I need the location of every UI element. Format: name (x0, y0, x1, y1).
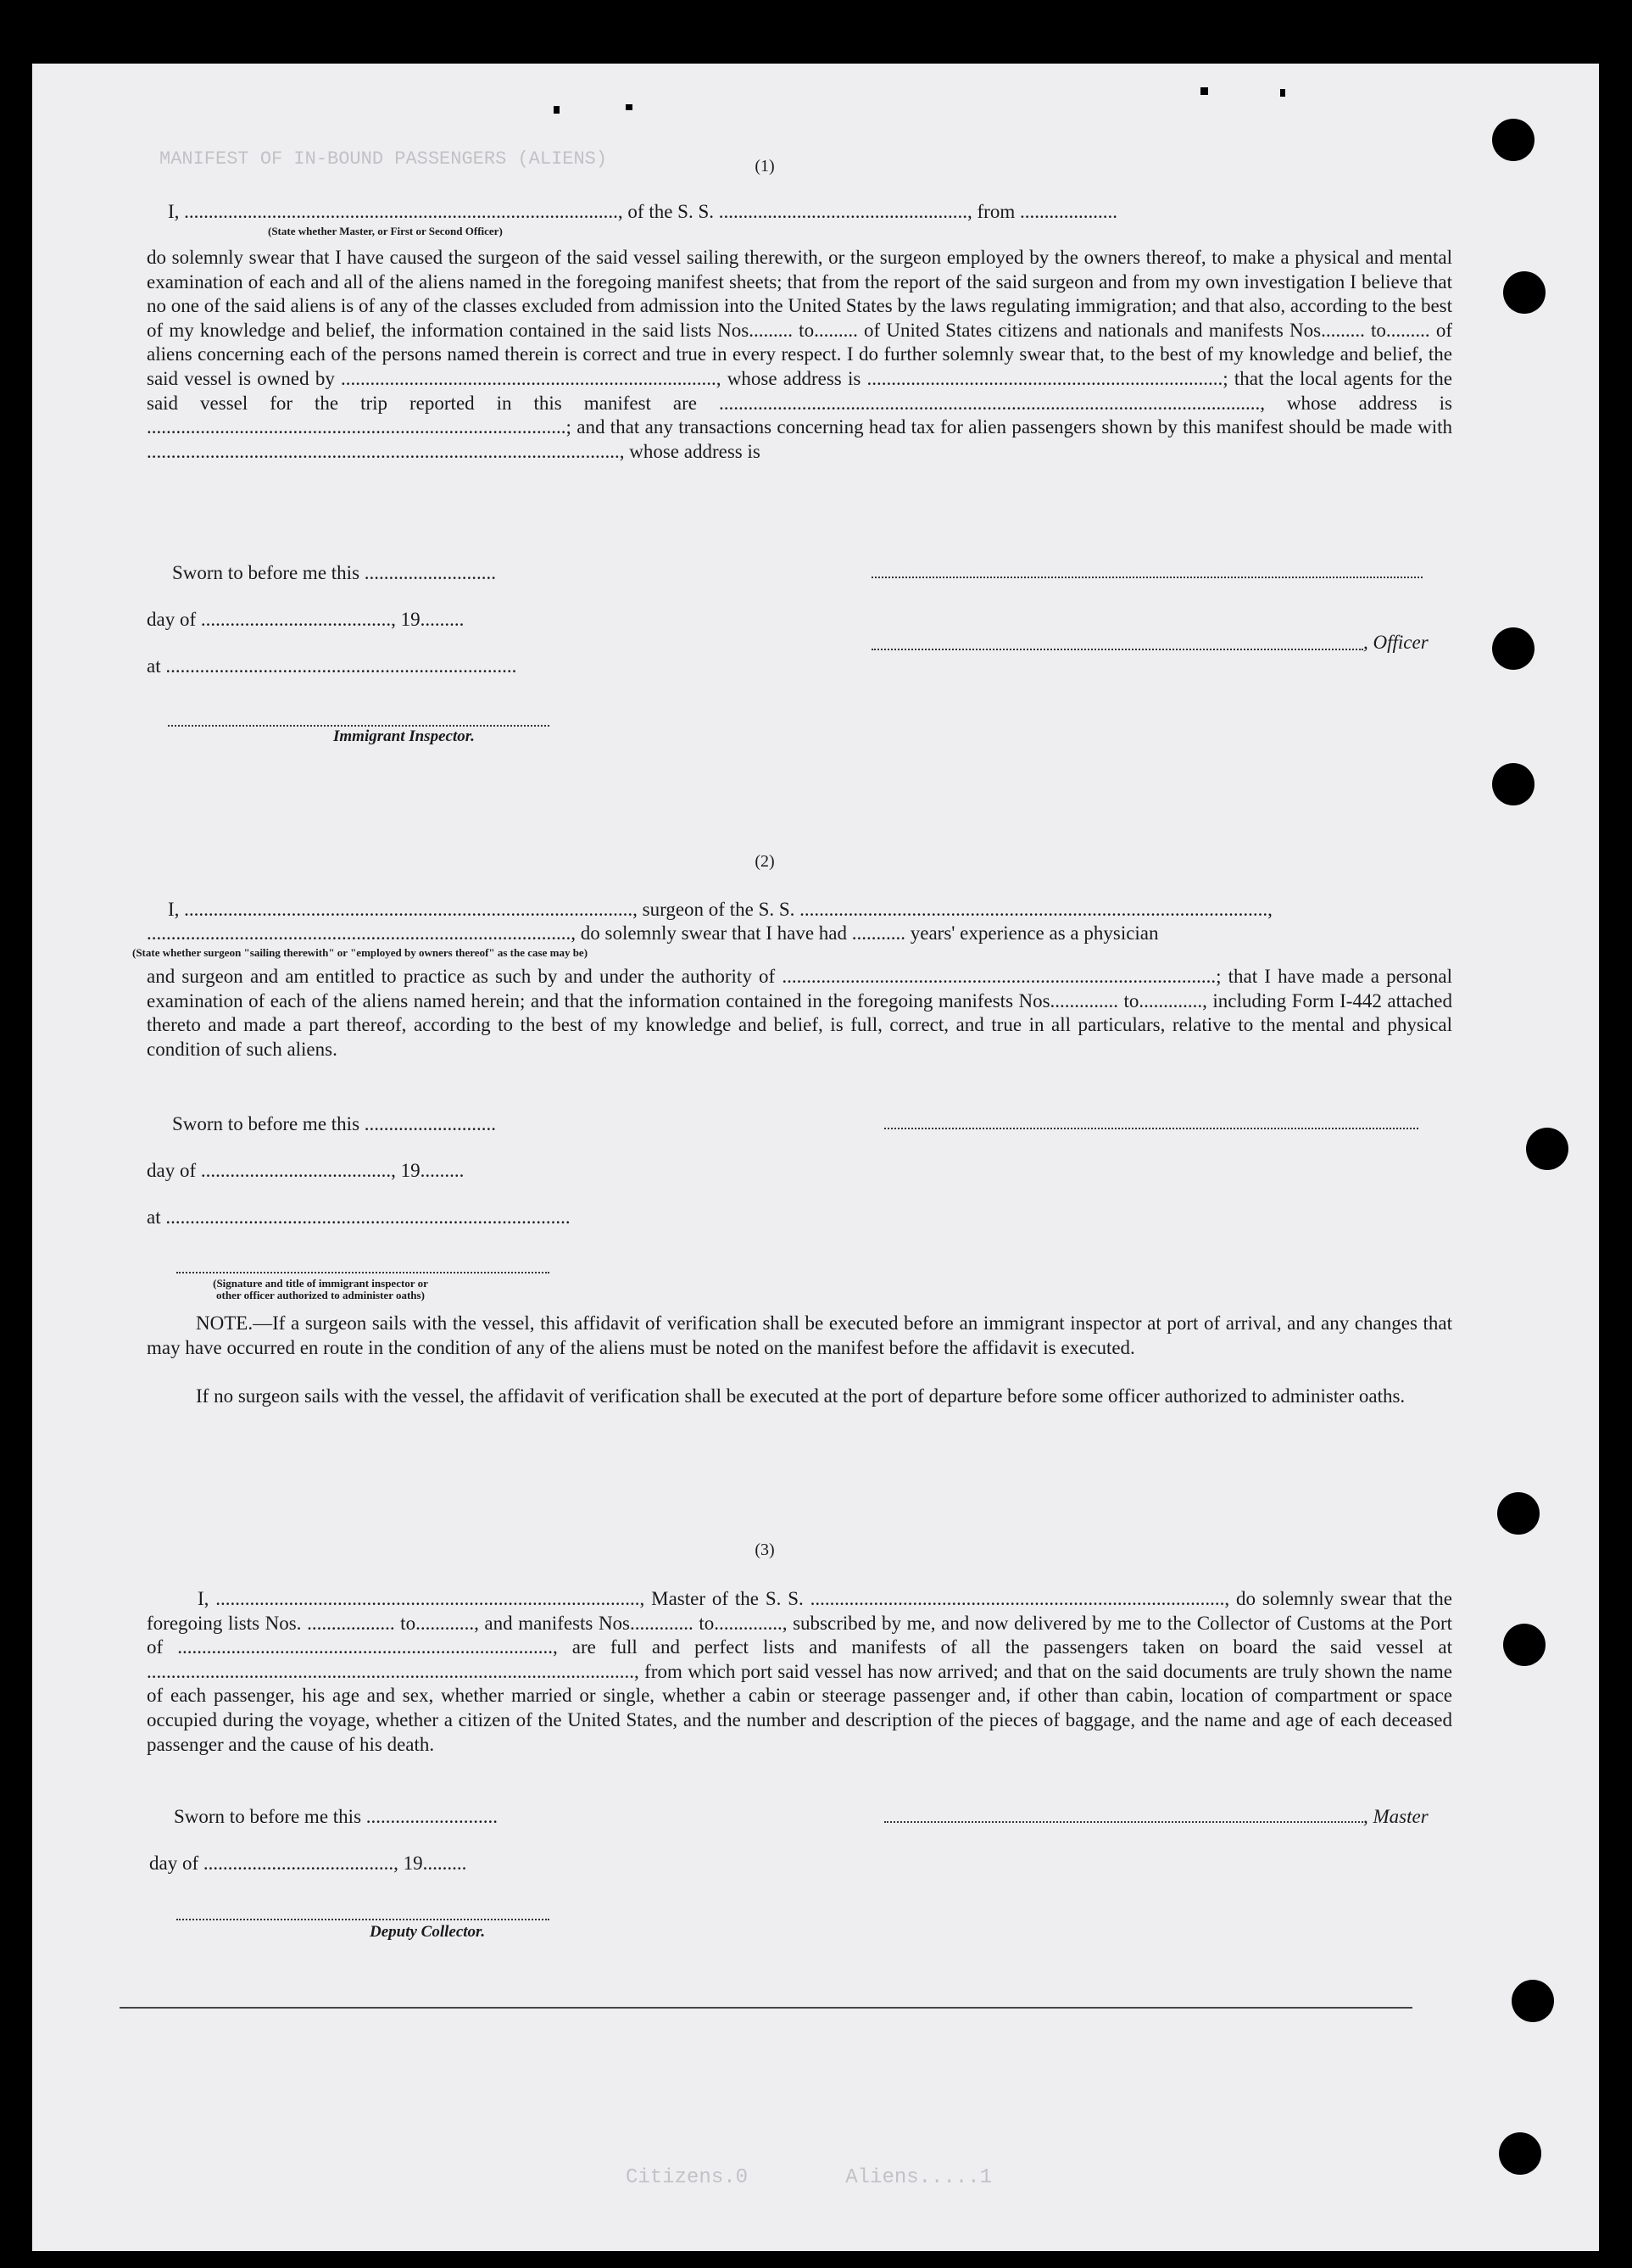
section-2-opening-line: I, ............................................................................................, surgeon of the S. S. ................................................................................................, (168, 899, 1273, 920)
section-2-sworn-line: Sworn to before me this ........................... (172, 1113, 497, 1134)
punch-hole (1499, 2132, 1541, 2175)
section-3-collector-label: Deputy Collector. (370, 1923, 486, 1941)
punch-hole (1492, 763, 1535, 805)
section-2-experience-line: ......................................................................................., do solemnly swear that I have had ........... years' experience as a physician (147, 922, 1159, 944)
section-3-master-label: , Master (1363, 1806, 1429, 1827)
section-1-day-line: day of ......................................., 19......... (147, 609, 465, 630)
speck (626, 104, 632, 110)
section-3-sworn-line: Sworn to before me this ........................... (174, 1806, 499, 1827)
note-text: —If a surgeon sails with the vessel, this affidavit of verification shall be executed before an immigrant inspector at port of arrival, and any changes that may have occurred en route in the condition of any of the aliens must be noted on the manifest before the affidavit is executed. (147, 1312, 1452, 1358)
section-1-officer-note: (State whether Master, or First or Second Officer) (268, 225, 503, 237)
section-2-signature-note (159, 1278, 482, 1301)
signature-note-line-1: (Signature and title of immigrant inspector or (213, 1277, 428, 1290)
section-1-sworn-line: Sworn to before me this ........................... (172, 562, 497, 583)
speck (1200, 87, 1208, 95)
section-1-inspector-label: Immigrant Inspector. (333, 727, 475, 745)
punch-hole (1512, 1980, 1554, 2022)
note-label: NOTE. (196, 1312, 253, 1334)
section-1-at-line: at ........................................................................ (147, 655, 517, 677)
section-3-number: (3) (755, 1541, 775, 1559)
punch-hole (1492, 119, 1535, 161)
section-2-surgeon-note: (State whether surgeon "sailing therewith" or "employed by owners thereof" as the case may be) (132, 946, 588, 959)
manifest-reverse-page (32, 64, 1599, 2251)
section-1-officer-title-line (872, 649, 1363, 650)
section-1-officer-label: , Officer (1363, 632, 1429, 653)
section-2-surgeon-signature-line (884, 1128, 1418, 1129)
signature-note-line-2: other officer authorized to administer oaths) (216, 1289, 425, 1301)
punch-hole (1492, 627, 1535, 670)
punch-hole (1503, 271, 1546, 314)
section-2-note (147, 1312, 1452, 1360)
section-1-inspector-signature-line (168, 725, 549, 727)
section-2-day-line: day of ......................................., 19......... (147, 1160, 465, 1181)
section-1-opening-line: I, ........................................................................................., of the S. S. ..................................................., from .................... (168, 201, 1117, 222)
section-2-inspector-signature-line (176, 1272, 549, 1273)
speck (1280, 89, 1285, 97)
section-2-at-line: at ................................................................................... (147, 1206, 571, 1228)
bottom-rule (120, 2007, 1412, 2009)
punch-hole (1497, 1492, 1540, 1535)
punch-hole (1503, 1624, 1546, 1666)
section-1-number: (1) (755, 157, 775, 176)
section-3-master-signature-line (884, 1821, 1363, 1823)
bleed-through-footer: Citizens.0 Aliens.....1 (626, 2166, 993, 2189)
speck (554, 106, 560, 114)
section-2-number: (2) (755, 852, 775, 871)
section-1-officer-signature-line (872, 577, 1423, 578)
section-2-note-continued: If no surgeon sails with the vessel, the affidavit of verification shall be executed at the port of departure before some officer authorized to administer oaths. (196, 1385, 1406, 1407)
section-3-day-line: day of ......................................., 19......... (149, 1853, 467, 1874)
punch-hole (1526, 1128, 1568, 1170)
section-1-oath-text: do solemnly swear that I have caused the surgeon of the said vessel sailing therewith, or the surgeon employed by the owners thereof, to make a physical and mental examination of each and all of the aliens named in the foregoing manifest sheets; that from the report of the said surgeon and from my own investigation I believe that no one of the said aliens is of any of the classes excluded from admission into the United States by the laws regulating immigration; and that also, according to the best of my knowledge and belief, the information contained in the said lists Nos......... to......... of United States citizens and nationals and manifests Nos......... to......... of aliens concerning each of the persons named therein is correct and true in every respect. I do further solemnly swear that, to the best of my knowledge and belief, the said vessel is owned by ............................................................................., whose address is .........................................................................; that the local agents for the said vessel for the trip reported in this manifest are ..............................................................................................................., whose address is ......................................................................................; and that any transactions concerning head tax for alien passengers shown by this manifest should be made with ................................................................................................., whose address is (147, 247, 1452, 462)
section-3-collector-signature-line (176, 1919, 549, 1920)
bleed-through-header: MANIFEST OF IN-BOUND PASSENGERS (ALIENS) (159, 148, 608, 170)
section-3-oath-text: I, ......................................................................................., Master of the S. S. ....................................................................................., do solemnly swear that the foregoing lists Nos. .................. to............, and manifests Nos............. to.............., subscribed by me, and now delivered by me to the Collector of Customs at the Port of ............................................................................., are full and perfect lists and manifests of all the passengers taken on board the said vessel at ...................................................................................................., from which port said vessel has now arrived; and that on the said documents are truly shown the name of each passenger, his age and sex, whether married or single, whether a cabin or steerage passenger and, if other than cabin, location of compartment or space occupied during the voyage, whether a citizen of the United States, and the number and description of the pieces of baggage, and the name and age of each deceased passenger and the cause of his death. (147, 1588, 1452, 1755)
section-2-oath-text: and surgeon and am entitled to practice as such by and under the authority of .........................................................................................; that I have made a personal examination of each of the aliens named herein; and that the information contained in the foregoing manifests Nos.............. to............., including Form I-442 attached thereto and made a part thereof, according to the best of my knowledge and belief, is full, correct, and true in all particulars, relative to the mental and physical condition of such aliens. (147, 966, 1452, 1060)
